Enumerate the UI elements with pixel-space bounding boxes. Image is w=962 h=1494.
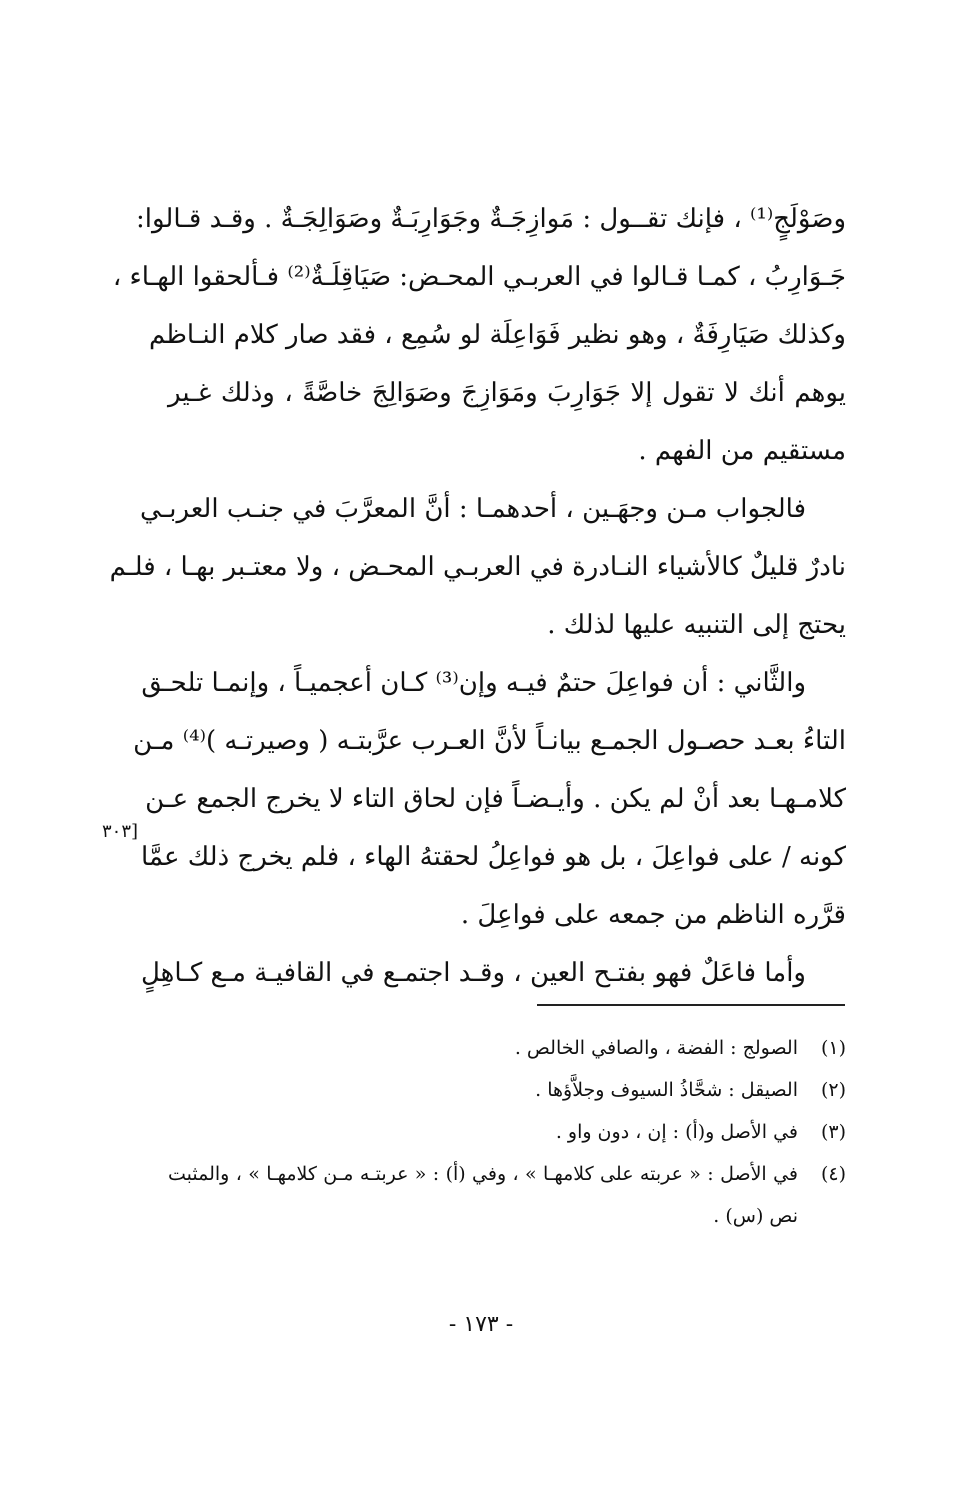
text-line: والثَّاني : أن فواعِلَ حتمٌ فيـه وإن⁽³⁾ كـان أعجميـاً ، وإنمـا تلحـق xyxy=(141,668,806,698)
footnote xyxy=(168,1153,846,1237)
footnote-separator xyxy=(537,1004,845,1006)
margin-page-reference: [٣٠٣ xyxy=(102,821,139,842)
footnote-text: في الأصل : « عربته على كلامهـا » ، وفي (أ) : « عربتـه مـن كلامهـا » ، والمثبت نص (س) . xyxy=(168,1163,798,1227)
footnote-text: في الأصل و(أ) : إن ، دون واو . xyxy=(555,1121,798,1143)
text-line: وأما فاعَلٌ فهو بفتـح العين ، وقـد اجتمـع في القافيـة مـع كـاهِلٍ xyxy=(140,958,806,988)
text-line: فالجواب مـن وجهَـين ، أحدهمـا : أنَّ المعرَّبَ في جنـب العربـي xyxy=(140,494,806,524)
text-line: جَـوَارِبُ ، كمـا قـالوا في العربـي المحـض: صَيَاقِلَـةٌ⁽²⁾ فـألحقوا الهـاء ، xyxy=(112,262,846,292)
footnote-number: (١) xyxy=(820,1037,846,1059)
text-line: قرَّره الناظم من جمعه على فواعِلَ . xyxy=(460,900,846,930)
footnote xyxy=(168,1027,846,1069)
footnote-number: (٢) xyxy=(820,1079,846,1101)
text-line: مستقيم من الفهم . xyxy=(638,436,846,466)
page-number: - ١٧٣ - xyxy=(448,1312,514,1337)
text-line: كلامـهـا بعد أنْ لم يكن . وأيـضـاً فإن لحاق التاء لا يخرج الجمع عـن xyxy=(145,784,846,814)
text-line: وكذلك صَيَارِفَةٌ ، وهو نظير فَوَاعِلَة لو سُمِع ، فقد صار كلام النـاظم xyxy=(148,320,846,350)
footnote-number: (٣) xyxy=(820,1121,846,1143)
text-line: يحتج إلى التنبيه عليها لذلك . xyxy=(547,610,846,640)
text-line: كونه / على فواعِلَ ، بل هو فواعِلُ لحقتهُ الهاء ، فلم يخرج ذلك عمَّا xyxy=(141,842,846,872)
footnote-text: الصولج : الفضة ، والصافي الخالص . xyxy=(514,1037,798,1059)
footnote xyxy=(168,1111,846,1153)
footnote xyxy=(168,1069,846,1111)
footnote-text: الصيقل : شحَّاذُ السيوف وجلاَّؤها . xyxy=(535,1079,798,1101)
footnote-number: (٤) xyxy=(820,1163,846,1185)
text-line: التاءُ بعـد حصـول الجمـع بيانـاً لأنَّ العـرب عرَّبتـه ( وصيرتـه )⁽⁴⁾ مـن xyxy=(133,726,846,756)
footnotes xyxy=(168,1027,846,1237)
text-line: يوهم أنك لا تقول إلا جَوَارِبَ ومَوَازِجَ وصَوَالِجَ خاصَّةً ، وذلك غـير xyxy=(168,378,846,408)
text-line: وصَوْلَجٍ⁽¹⁾ ، فإنك تقــول : مَوازِجَـةٌ وجَوَارِبَـةٌ وصَوَالِجَـةٌ . وقـد قـالوا: xyxy=(136,204,846,234)
text-line: نادرٌ قليلٌ كالأشياء النـادرة في العربـي المحـض ، ولا معتـبر بهـا ، فلـم xyxy=(109,552,846,582)
